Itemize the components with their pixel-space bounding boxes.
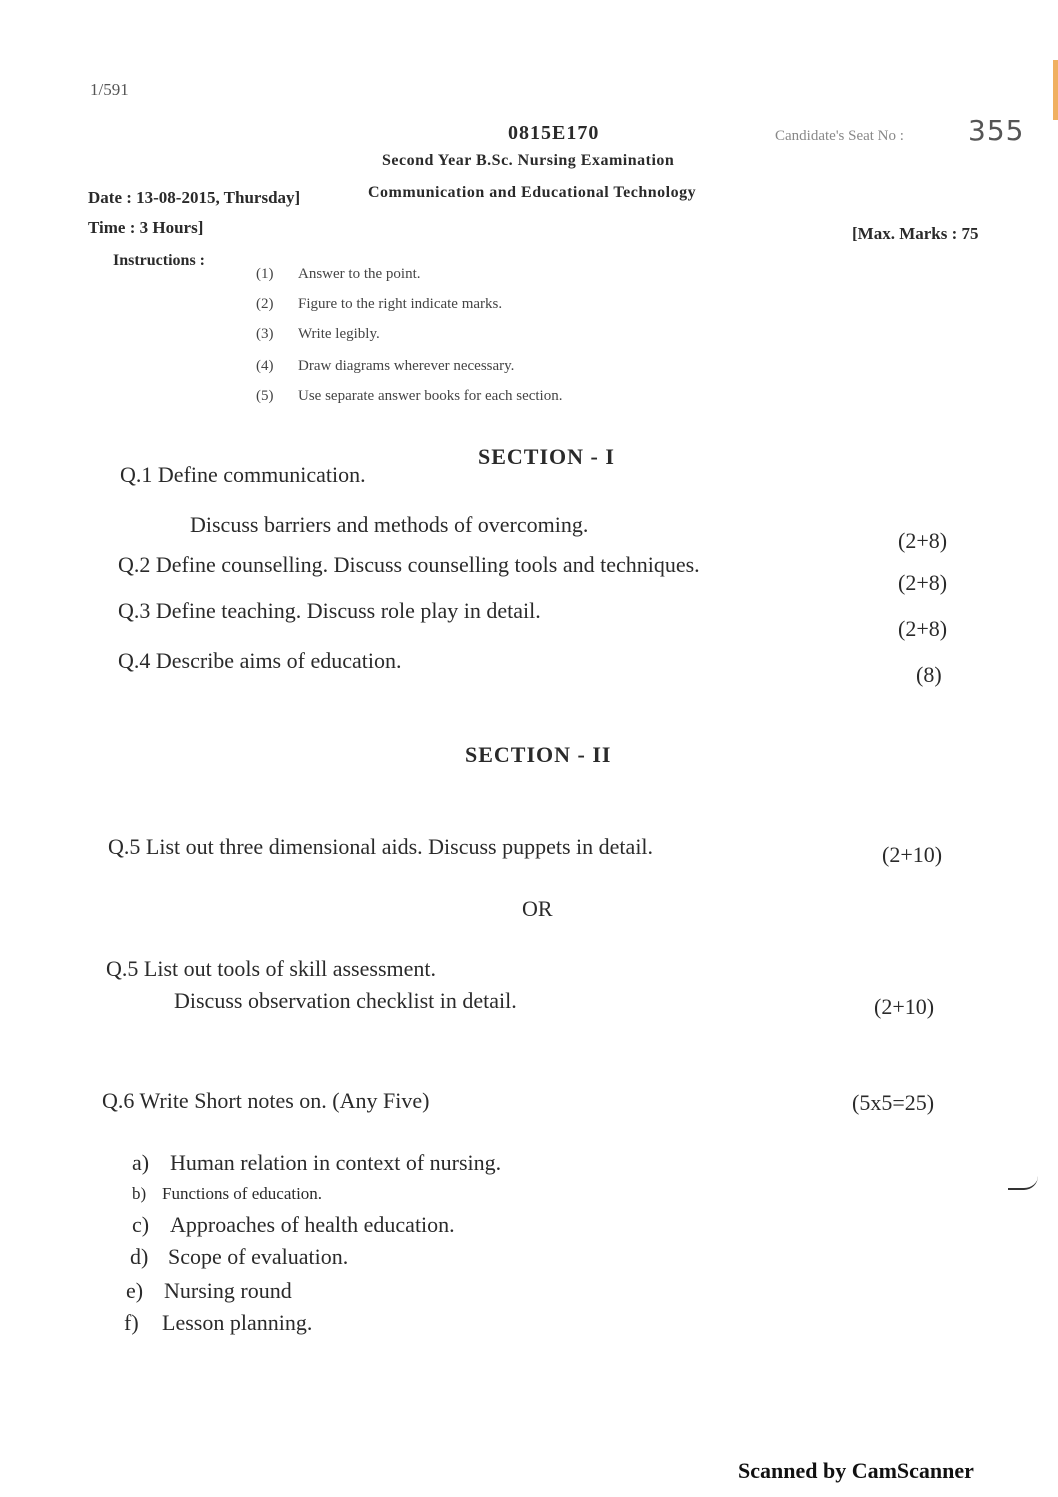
exam-time: Time : 3 Hours] <box>88 218 204 237</box>
instruction-item: (2) Figure to the right indicate marks. <box>256 296 503 312</box>
scanner-watermark: Scanned by CamScanner <box>738 1458 974 1483</box>
section-1-title: SECTION - I <box>478 444 615 469</box>
question-2: Q.2 Define counselling. Discuss counselling tools and techniques. <box>118 552 700 577</box>
page-edge-mark <box>1053 60 1058 120</box>
instruction-item: (5) Use separate answer books for each section. <box>256 388 563 404</box>
question-1-part-2: Discuss barriers and methods of overcoming. <box>190 512 589 537</box>
short-note-item: d) Scope of evaluation. <box>130 1244 349 1269</box>
section-2-title: SECTION - II <box>465 742 612 767</box>
question-5b-part-2: Discuss observation checklist in detail. <box>174 988 517 1013</box>
instruction-item: (1) Answer to the point. <box>256 266 421 282</box>
paper-code: 0815E170 <box>508 122 600 144</box>
exam-title: Second Year B.Sc. Nursing Examination <box>382 152 675 169</box>
seat-number-value: 355 <box>968 114 1025 147</box>
subject-title: Communication and Educational Technology <box>368 184 697 201</box>
question-3: Q.3 Define teaching. Discuss role play in detail. <box>118 598 541 623</box>
instruction-item: (3) Write legibly. <box>256 326 380 342</box>
exam-date: Date : 13-08-2015, Thursday] <box>88 188 301 207</box>
short-note-item: c) Approaches of health education. <box>132 1212 455 1237</box>
question-6: Q.6 Write Short notes on. (Any Five) <box>102 1088 430 1113</box>
or-separator: OR <box>522 896 553 921</box>
question-1-marks: (2+8) <box>898 528 948 553</box>
short-note-item: f) Lesson planning. <box>124 1310 313 1335</box>
pen-stroke-mark <box>1008 1176 1038 1190</box>
question-5b-marks: (2+10) <box>874 994 935 1019</box>
question-4: Q.4 Describe aims of education. <box>118 648 402 673</box>
instructions-label: Instructions : <box>113 252 206 269</box>
question-3-marks: (2+8) <box>898 616 948 641</box>
question-5b: Q.5 List out tools of skill assessment. <box>106 956 436 981</box>
short-note-item: a) Human relation in context of nursing. <box>132 1150 502 1175</box>
question-1: Q.1 Define communication. <box>120 462 366 487</box>
question-5a: Q.5 List out three dimensional aids. Discuss puppets in detail. <box>108 834 654 859</box>
seat-number-label: Candidate's Seat No : <box>775 128 904 144</box>
question-6-marks: (5x5=25) <box>852 1090 935 1115</box>
question-5a-marks: (2+10) <box>882 842 943 867</box>
question-4-marks: (8) <box>916 662 942 687</box>
question-2-marks: (2+8) <box>898 570 948 595</box>
instruction-item: (4) Draw diagrams wherever necessary. <box>256 358 515 374</box>
short-note-item: e) Nursing round <box>126 1278 292 1303</box>
max-marks: [Max. Marks : 75 <box>852 224 979 243</box>
short-note-item: b) Functions of education. <box>132 1184 323 1203</box>
reference-number: 1/591 <box>90 80 129 99</box>
